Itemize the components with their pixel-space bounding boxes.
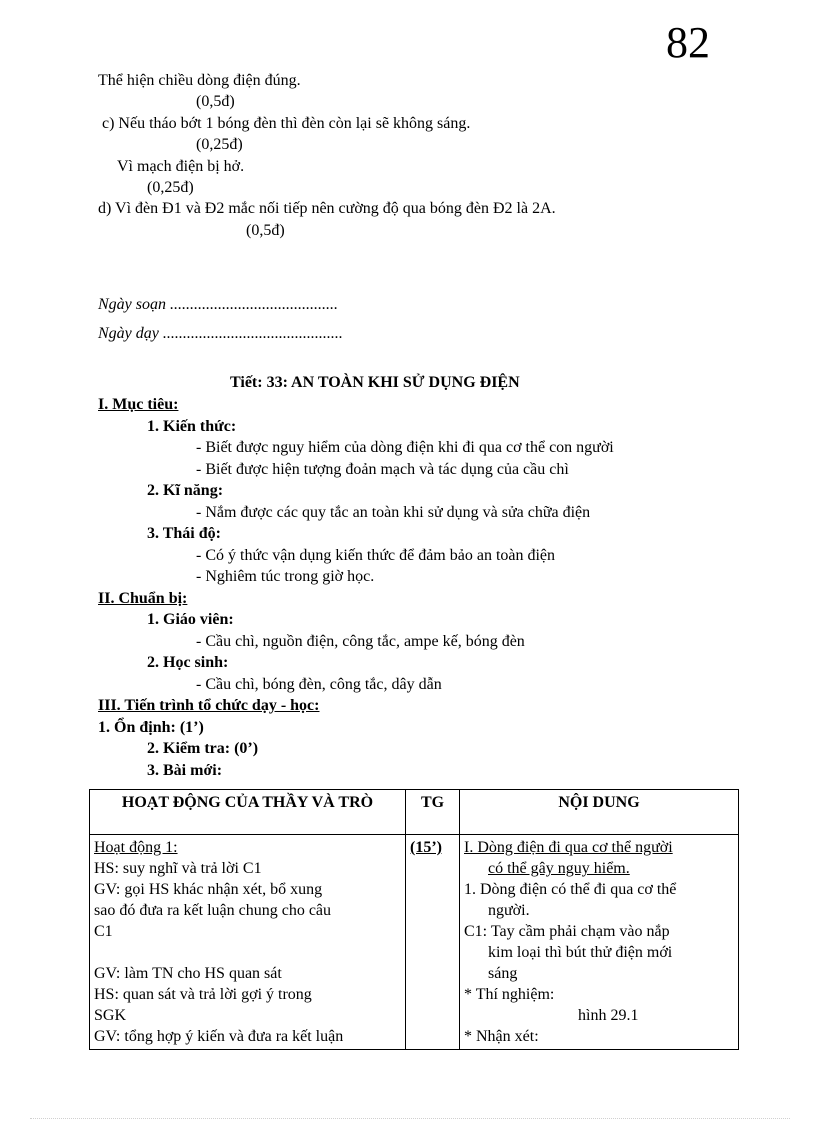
content-heading: I. Dòng điện đi qua cơ thể người [464, 839, 673, 856]
knowledge-heading: 1. Kiến thức: [147, 418, 237, 435]
answer-score: (0,25đ) [147, 179, 194, 196]
attitude-heading: 3. Thái độ: [147, 525, 221, 542]
header-content: NỘI DUNG [460, 790, 739, 835]
process-heading: III. Tiến trình tổ chức dạy - học: [98, 697, 320, 714]
content-line: sáng [488, 965, 518, 982]
skills-item: - Nắm được các quy tắc an toàn khi sử dụng và sửa chữa điện [196, 504, 591, 521]
content-line: hình 29.1 [578, 1007, 639, 1024]
teacher-heading: 1. Giáo viên: [147, 611, 234, 628]
table-header-row [90, 790, 739, 835]
content-line: 1. Dòng điện có thể đi qua cơ thể [464, 881, 677, 898]
answer-score: (0,5đ) [196, 93, 235, 110]
header-time: TG [406, 790, 460, 835]
knowledge-item: - Biết được nguy hiểm của dòng điện khi đi qua cơ thể con người [196, 439, 614, 456]
activity-line: SGK [94, 1007, 127, 1024]
answer-line: Vì mạch điện bị hở. [117, 158, 245, 175]
knowledge-item: - Biết được hiện tượng đoản mạch và tác dụng của cầu chì [196, 461, 569, 478]
activity-line: GV: tổng hợp ý kiến và đưa ra kết luận [94, 1028, 344, 1045]
teach-date: Ngày dạy ............................................. [98, 325, 343, 342]
table-row [90, 835, 739, 1050]
step-check: 2. Kiểm tra: (0’) [147, 740, 259, 757]
activity-line: GV: làm TN cho HS quan sát [94, 965, 282, 982]
header-activity: HOẠT ĐỘNG CỦA THẦY VÀ TRÒ [90, 790, 406, 835]
activity-table [89, 789, 739, 1050]
attitude-item: - Nghiêm túc trong giờ học. [196, 568, 375, 585]
activity-title: Hoạt động 1: [94, 839, 178, 856]
answer-score: (0,25đ) [196, 136, 243, 153]
time-value: (15’) [410, 839, 442, 856]
content-line: * Nhận xét: [464, 1028, 539, 1045]
page-bottom-rule [30, 1118, 790, 1119]
prep-heading: II. Chuẩn bị: [98, 590, 188, 607]
activity-spacer [94, 942, 401, 963]
page-number: 82 [666, 18, 710, 67]
activity-cell [90, 835, 406, 1050]
activity-line: HS: suy nghĩ và trả lời C1 [94, 860, 262, 877]
prep-date: Ngày soạn .......................................... [98, 296, 338, 313]
time-cell [406, 835, 460, 1050]
activity-line: GV: gọi HS khác nhận xét, bổ xung [94, 881, 323, 898]
step-stabilize: 1. Ổn định: (1’) [98, 719, 204, 736]
answer-line: c) Nếu tháo bớt 1 bóng đèn thì đèn còn lại sẽ không sáng. [102, 115, 471, 132]
step-new-lesson: 3. Bài mới: [147, 762, 223, 779]
lesson-title: Tiết: 33: AN TOÀN KHI SỬ DỤNG ĐIỆN [230, 374, 520, 391]
skills-heading: 2. Kĩ năng: [147, 482, 224, 499]
activity-line: C1 [94, 923, 113, 940]
content-line: kim loại thì bút thử điện mới [488, 944, 673, 961]
teacher-materials: - Cầu chì, nguồn điện, công tắc, ampe kế, bóng đèn [196, 633, 525, 650]
objectives-heading: I. Mục tiêu: [98, 396, 179, 413]
answer-line: d) Vì đèn Đ1 và Đ2 mắc nối tiếp nên cường độ qua bóng đèn Đ2 là 2A. [98, 200, 556, 217]
attitude-item: - Có ý thức vận dụng kiến thức để đảm bảo an toàn điện [196, 547, 556, 564]
student-materials: - Cầu chì, bóng đèn, công tắc, dây dẫn [196, 676, 442, 693]
content-line: người. [488, 902, 530, 919]
answer-score: (0,5đ) [246, 222, 285, 239]
activity-line: HS: quan sát và trả lời gợi ý trong [94, 986, 312, 1003]
content-cell [460, 835, 739, 1050]
answer-line: Thể hiện chiều dòng điện đúng. [98, 72, 301, 89]
content-line: * Thí nghiệm: [464, 986, 555, 1003]
student-heading: 2. Học sinh: [147, 654, 229, 671]
activity-line: sao đó đưa ra kết luận chung cho câu [94, 902, 332, 919]
content-line: C1: Tay cầm phải chạm vào nắp [464, 923, 670, 940]
content-heading: có thể gây nguy hiểm. [488, 860, 630, 877]
